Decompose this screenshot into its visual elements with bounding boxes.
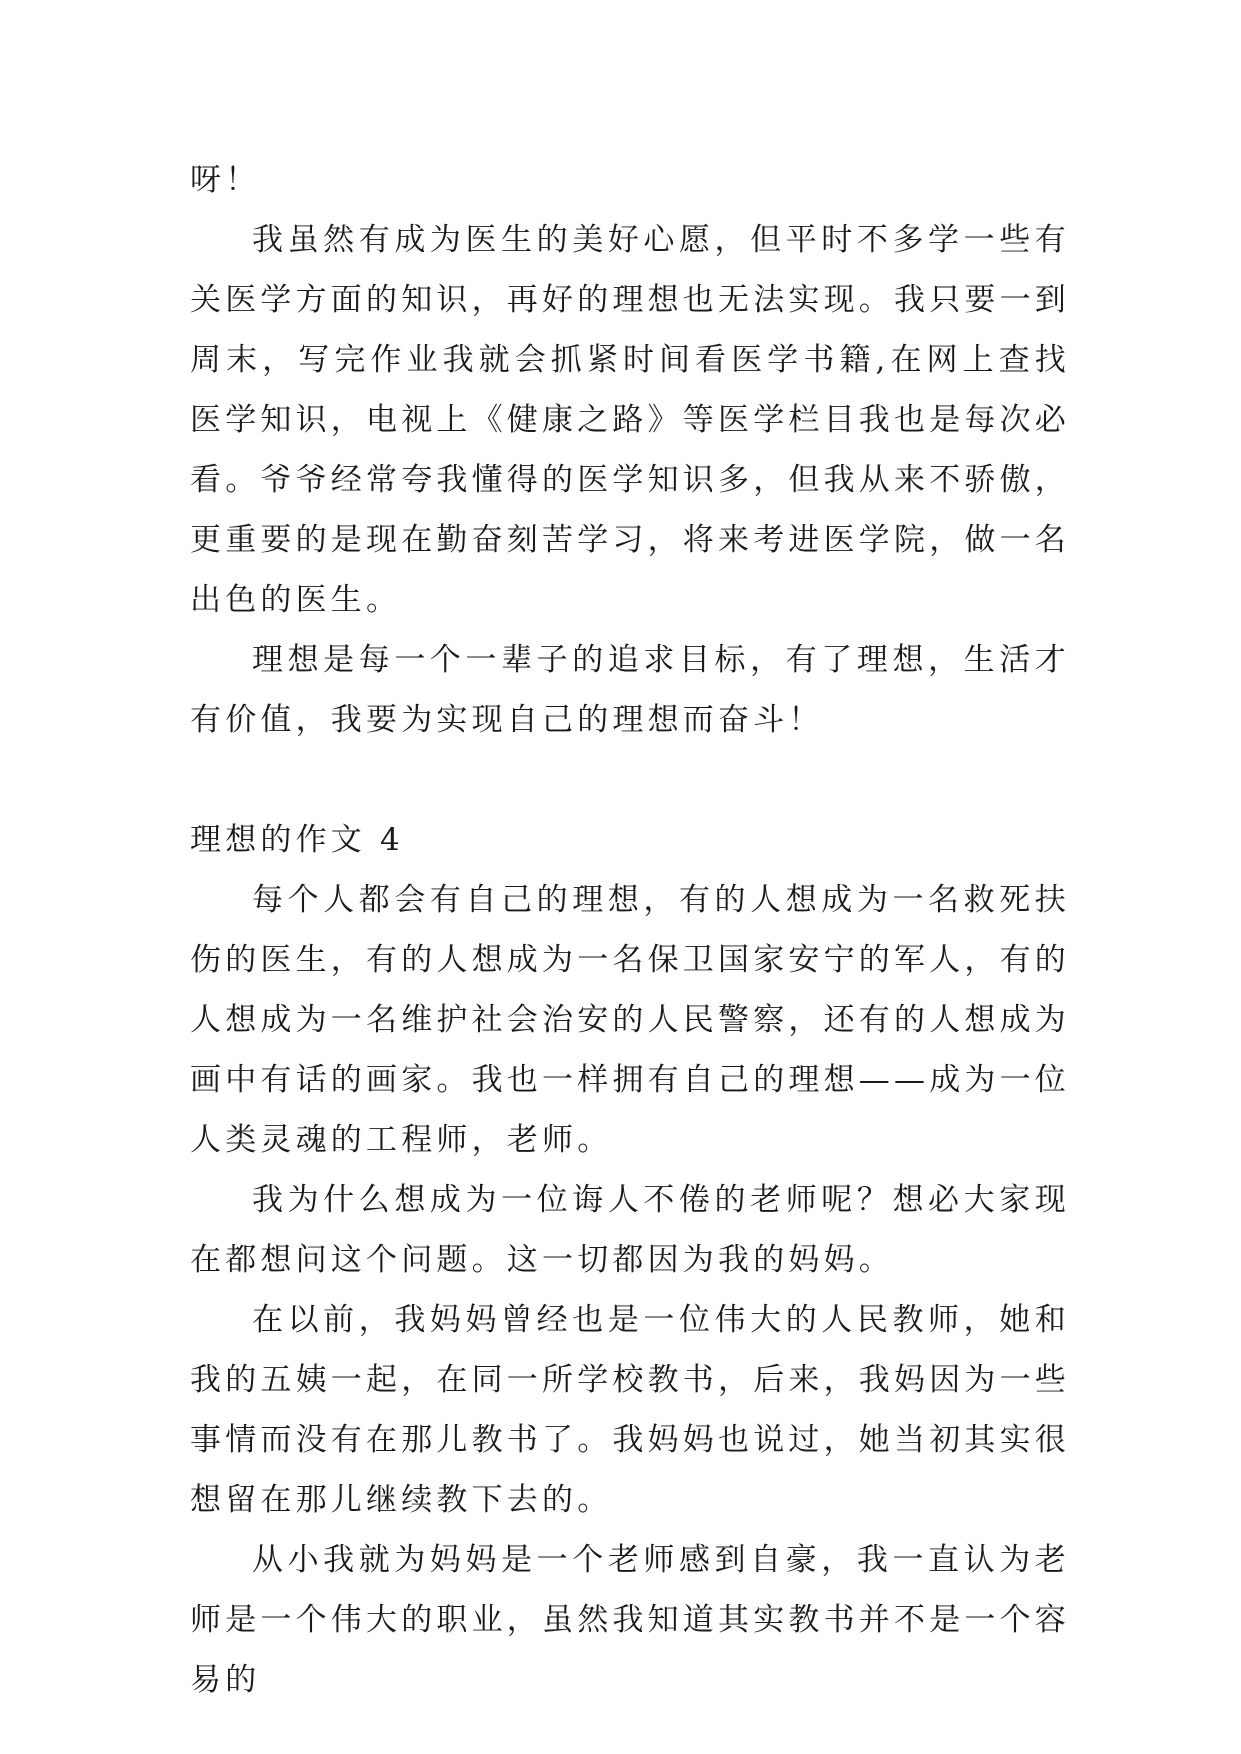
paragraph: 在以前，我妈妈曾经也是一位伟大的人民教师，她和我的五姨一起，在同一所学校教书，后来，我妈因为一些事情而没有在那儿教书了。我妈妈也说过，她当初其实很想留在那儿继续教下去的。 xyxy=(190,1302,1070,1518)
paragraph: 理想是每一个一辈子的追求目标，有了理想，生活才有价值，我要为实现自己的理想而奋斗！ xyxy=(190,642,1070,738)
paragraph: 我虽然有成为医生的美好心愿，但平时不多学一些有关医学方面的知识，再好的理想也无法实现。我只要一到周末，写完作业我就会抓紧时间看医学书籍,在网上查找医学知识，电视上《健康之路》等医学栏目我也是每次必看。爷爷经常夸我懂得的医学知识多，但我从来不骄傲，更重要的是现在勤奋刻苦学习，将来考进医学院，做一名出色的医生。 xyxy=(190,222,1070,618)
paragraph: 我为什么想成为一位诲人不倦的老师呢？想必大家现在都想问这个问题。这一切都因为我的妈妈。 xyxy=(190,1182,1070,1278)
paragraph: 从小我就为妈妈是一个老师感到自豪，我一直认为老师是一个伟大的职业，虽然我知道其实教书并不是一个容易的 xyxy=(190,1542,1070,1698)
document-body xyxy=(190,150,1070,1710)
paragraph: 每个人都会有自己的理想，有的人想成为一名救死扶伤的医生，有的人想成为一名保卫国家安宁的军人，有的人想成为一名维护社会治安的人民警察，还有的人想成为画中有话的画家。我也一样拥有自己的理想——成为一位人类灵魂的工程师，老师。 xyxy=(190,882,1070,1158)
paragraph: 呀！ xyxy=(190,162,261,198)
section-title: 理想的作文 4 xyxy=(190,822,404,858)
